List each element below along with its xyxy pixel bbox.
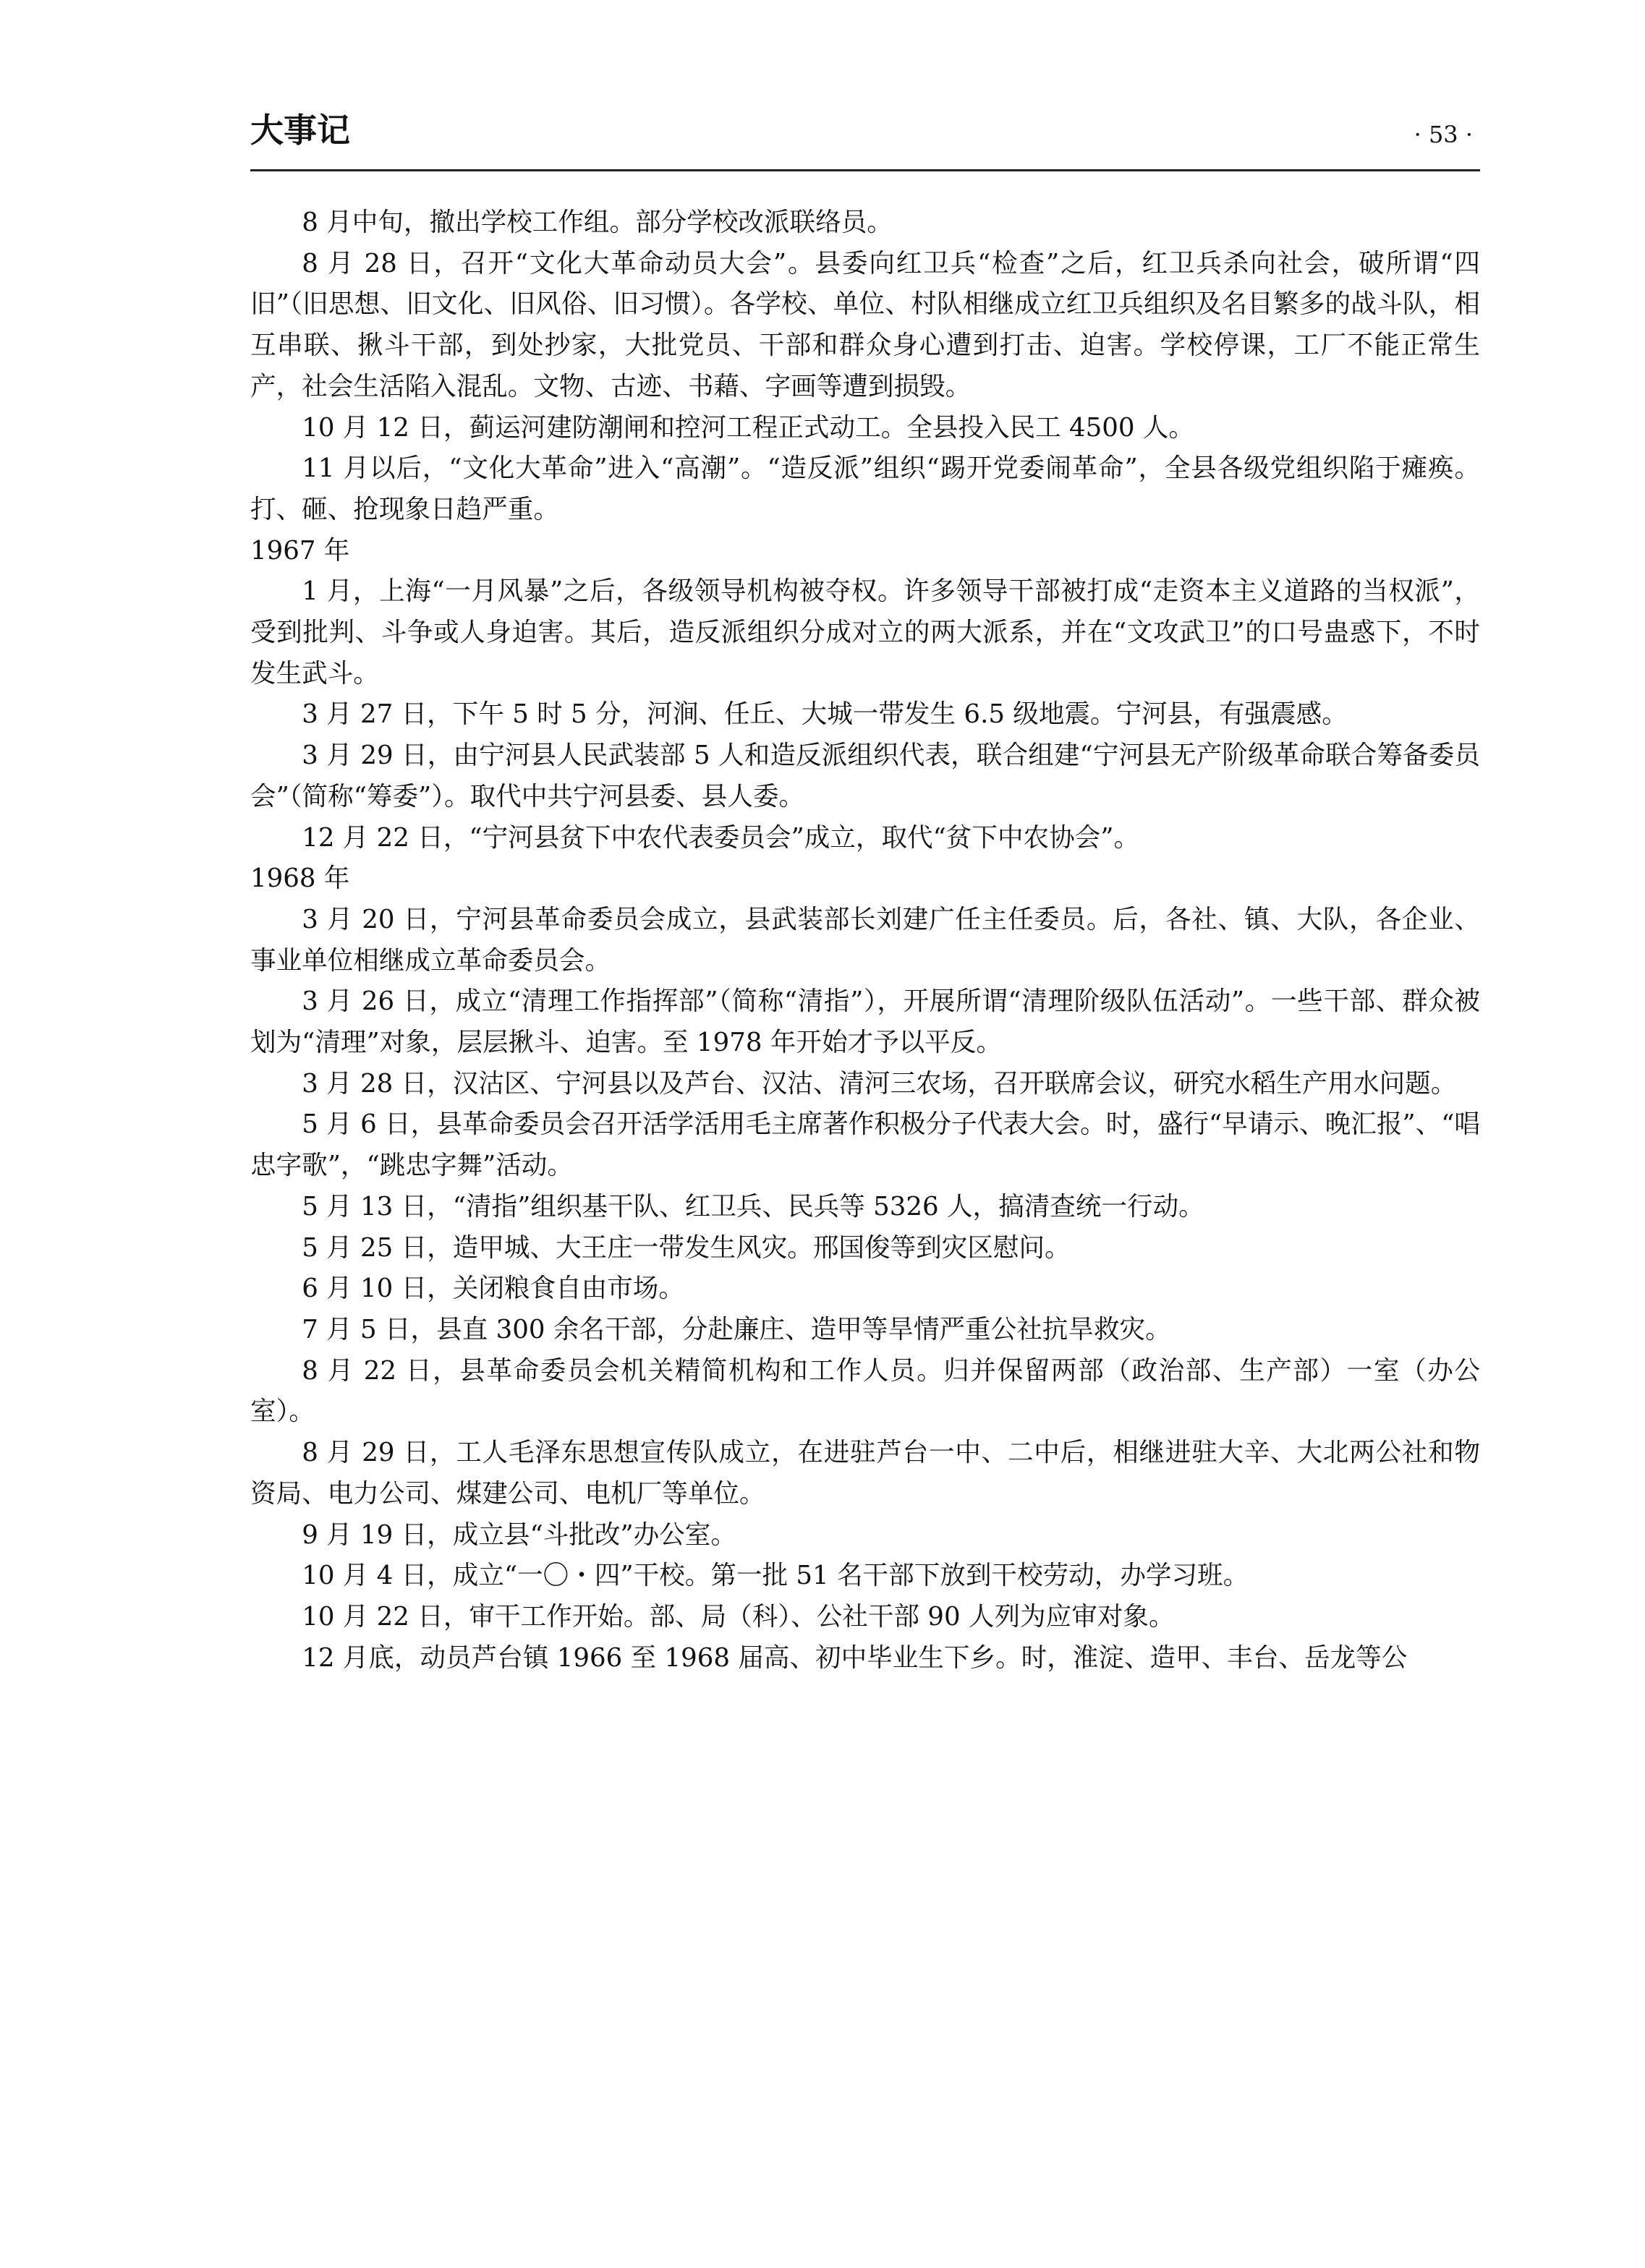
paragraph: 10 月 22 日，审干工作开始。部、局（科）、公社干部 90 人列为应审对象。 (302, 1601, 1175, 1632)
paragraph: 7 月 5 日，县直 300 余名干部，分赴廉庄、造甲等旱情严重公社抗旱救灾。 (302, 1314, 1171, 1344)
section-title: 大事记 (250, 111, 350, 150)
paragraph: 8 月 29 日，工人毛泽东思想宣传队成立，在进驻芦台一中、二中后，相继进驻大辛、大北两公社和物资局、电力公司、煤建公司、电机厂等单位。 (250, 1438, 1480, 1509)
paragraph: 5 月 13 日，“清指”组织基干队、红卫兵、民兵等 5326 人，搞清查统一行动。 (302, 1191, 1204, 1222)
paragraph: 12 月 22 日，“宁河县贫下中农代表委员会”成立，取代“贫下中农协会”。 (302, 822, 1140, 853)
paragraph: 3 月 29 日，由宁河县人民武装部 5 人和造反派组织代表，联合组建“宁河县无产阶级革命联合筹备委员会”（简称“筹委”）。取代中共宁河县委、县人委。 (250, 741, 1480, 811)
paragraph: 11 月以后，“文化大革命”进入“高潮”。“造反派”组织“踢开党委闹革命”，全县各级党组织陷于瘫痪。打、砸、抢现象日趋严重。 (250, 453, 1480, 524)
paragraph: 5 月 6 日，县革命委员会召开活学活用毛主席著作积极分子代表大会。时，盛行“早请示、晚汇报”、“唱忠字歌”，“跳忠字舞”活动。 (250, 1109, 1480, 1181)
paragraph: 1 月，上海“一月风暴”之后，各级领导机构被夺权。许多领导干部被打成“走资本主义道路的当权派”，受到批判、斗争或人身迫害。其后，造反派组织分成对立的两大派系，并在“文攻武卫”的口号蛊惑下，不时发生武斗。 (250, 576, 1480, 688)
paragraph: 3 月 20 日，宁河县革命委员会成立，县武装部长刘建广任主任委员。后，各社、镇、大队，各企业、事业单位相继成立革命委员会。 (250, 904, 1480, 976)
paragraph: 10 月 4 日，成立“一〇・四”干校。第一批 51 名干部下放到干校劳动，办学习班。 (302, 1561, 1249, 1591)
paragraph: 9 月 19 日，成立县“斗批改”办公室。 (302, 1519, 736, 1550)
paragraph: 8 月中旬，撤出学校工作组。部分学校改派联络员。 (302, 208, 893, 237)
running-header (250, 108, 1480, 174)
paragraph: 8 月 22 日，县革命委员会机关精简机构和工作人员。归并保留两部（政治部、生产部）一室（办公室）。 (250, 1355, 1480, 1427)
paragraph: 6 月 10 日，关闭粮食自由市场。 (302, 1274, 684, 1304)
year-heading: 1968 年 (250, 864, 350, 894)
paragraph: 12 月底，动员芦台镇 1966 至 1968 届高、初中毕业生下乡。时，淮淀、造甲、丰台、岳龙等公 (302, 1642, 1408, 1673)
year-heading: 1967 年 (250, 535, 350, 566)
paragraph: 3 月 28 日，汉沽区、宁河县以及芦台、汉沽、清河三农场，召开联席会议，研究水稻生产用水问题。 (302, 1068, 1457, 1099)
header-rule (250, 169, 1480, 171)
paragraph: 8 月 28 日，召开“文化大革命动员大会”。县委向红卫兵“检查”之后，红卫兵杀向社会，破所谓“四旧”（旧思想、旧文化、旧风俗、旧习惯）。各学校、单位、村队相继成立红卫兵组织及名目繁多的战斗队，相互串联、揪斗干部，到处抄家，大批党员、干部和群众身心遭到打击、迫害。学校停课，工厂不能正常生产，社会生活陷入混乱。文物、古迹、书藉、字画等遭到损毁。 (250, 248, 1480, 401)
page-number: · 53 · (1414, 121, 1473, 148)
paragraph: 3 月 26 日，成立“清理工作指挥部”（简称“清指”），开展所谓“清理阶级队伍活动”。一些干部、群众被划为“清理”对象，层层揪斗、迫害。至 1978 年开始才予以平反。 (250, 986, 1480, 1058)
paragraph: 3 月 27 日，下午 5 时 5 分，河涧、任丘、大城一带发生 6.5 级地震。宁河县，有强震感。 (302, 699, 1348, 730)
paragraph: 5 月 25 日，造甲城、大王庄一带发生风灾。邢国俊等到灾区慰问。 (302, 1232, 1071, 1263)
paragraph: 10 月 12 日，蓟运河建防潮闸和控河工程正式动工。全县投入民工 4500 人。 (302, 412, 1195, 443)
body-text (250, 202, 1480, 1679)
